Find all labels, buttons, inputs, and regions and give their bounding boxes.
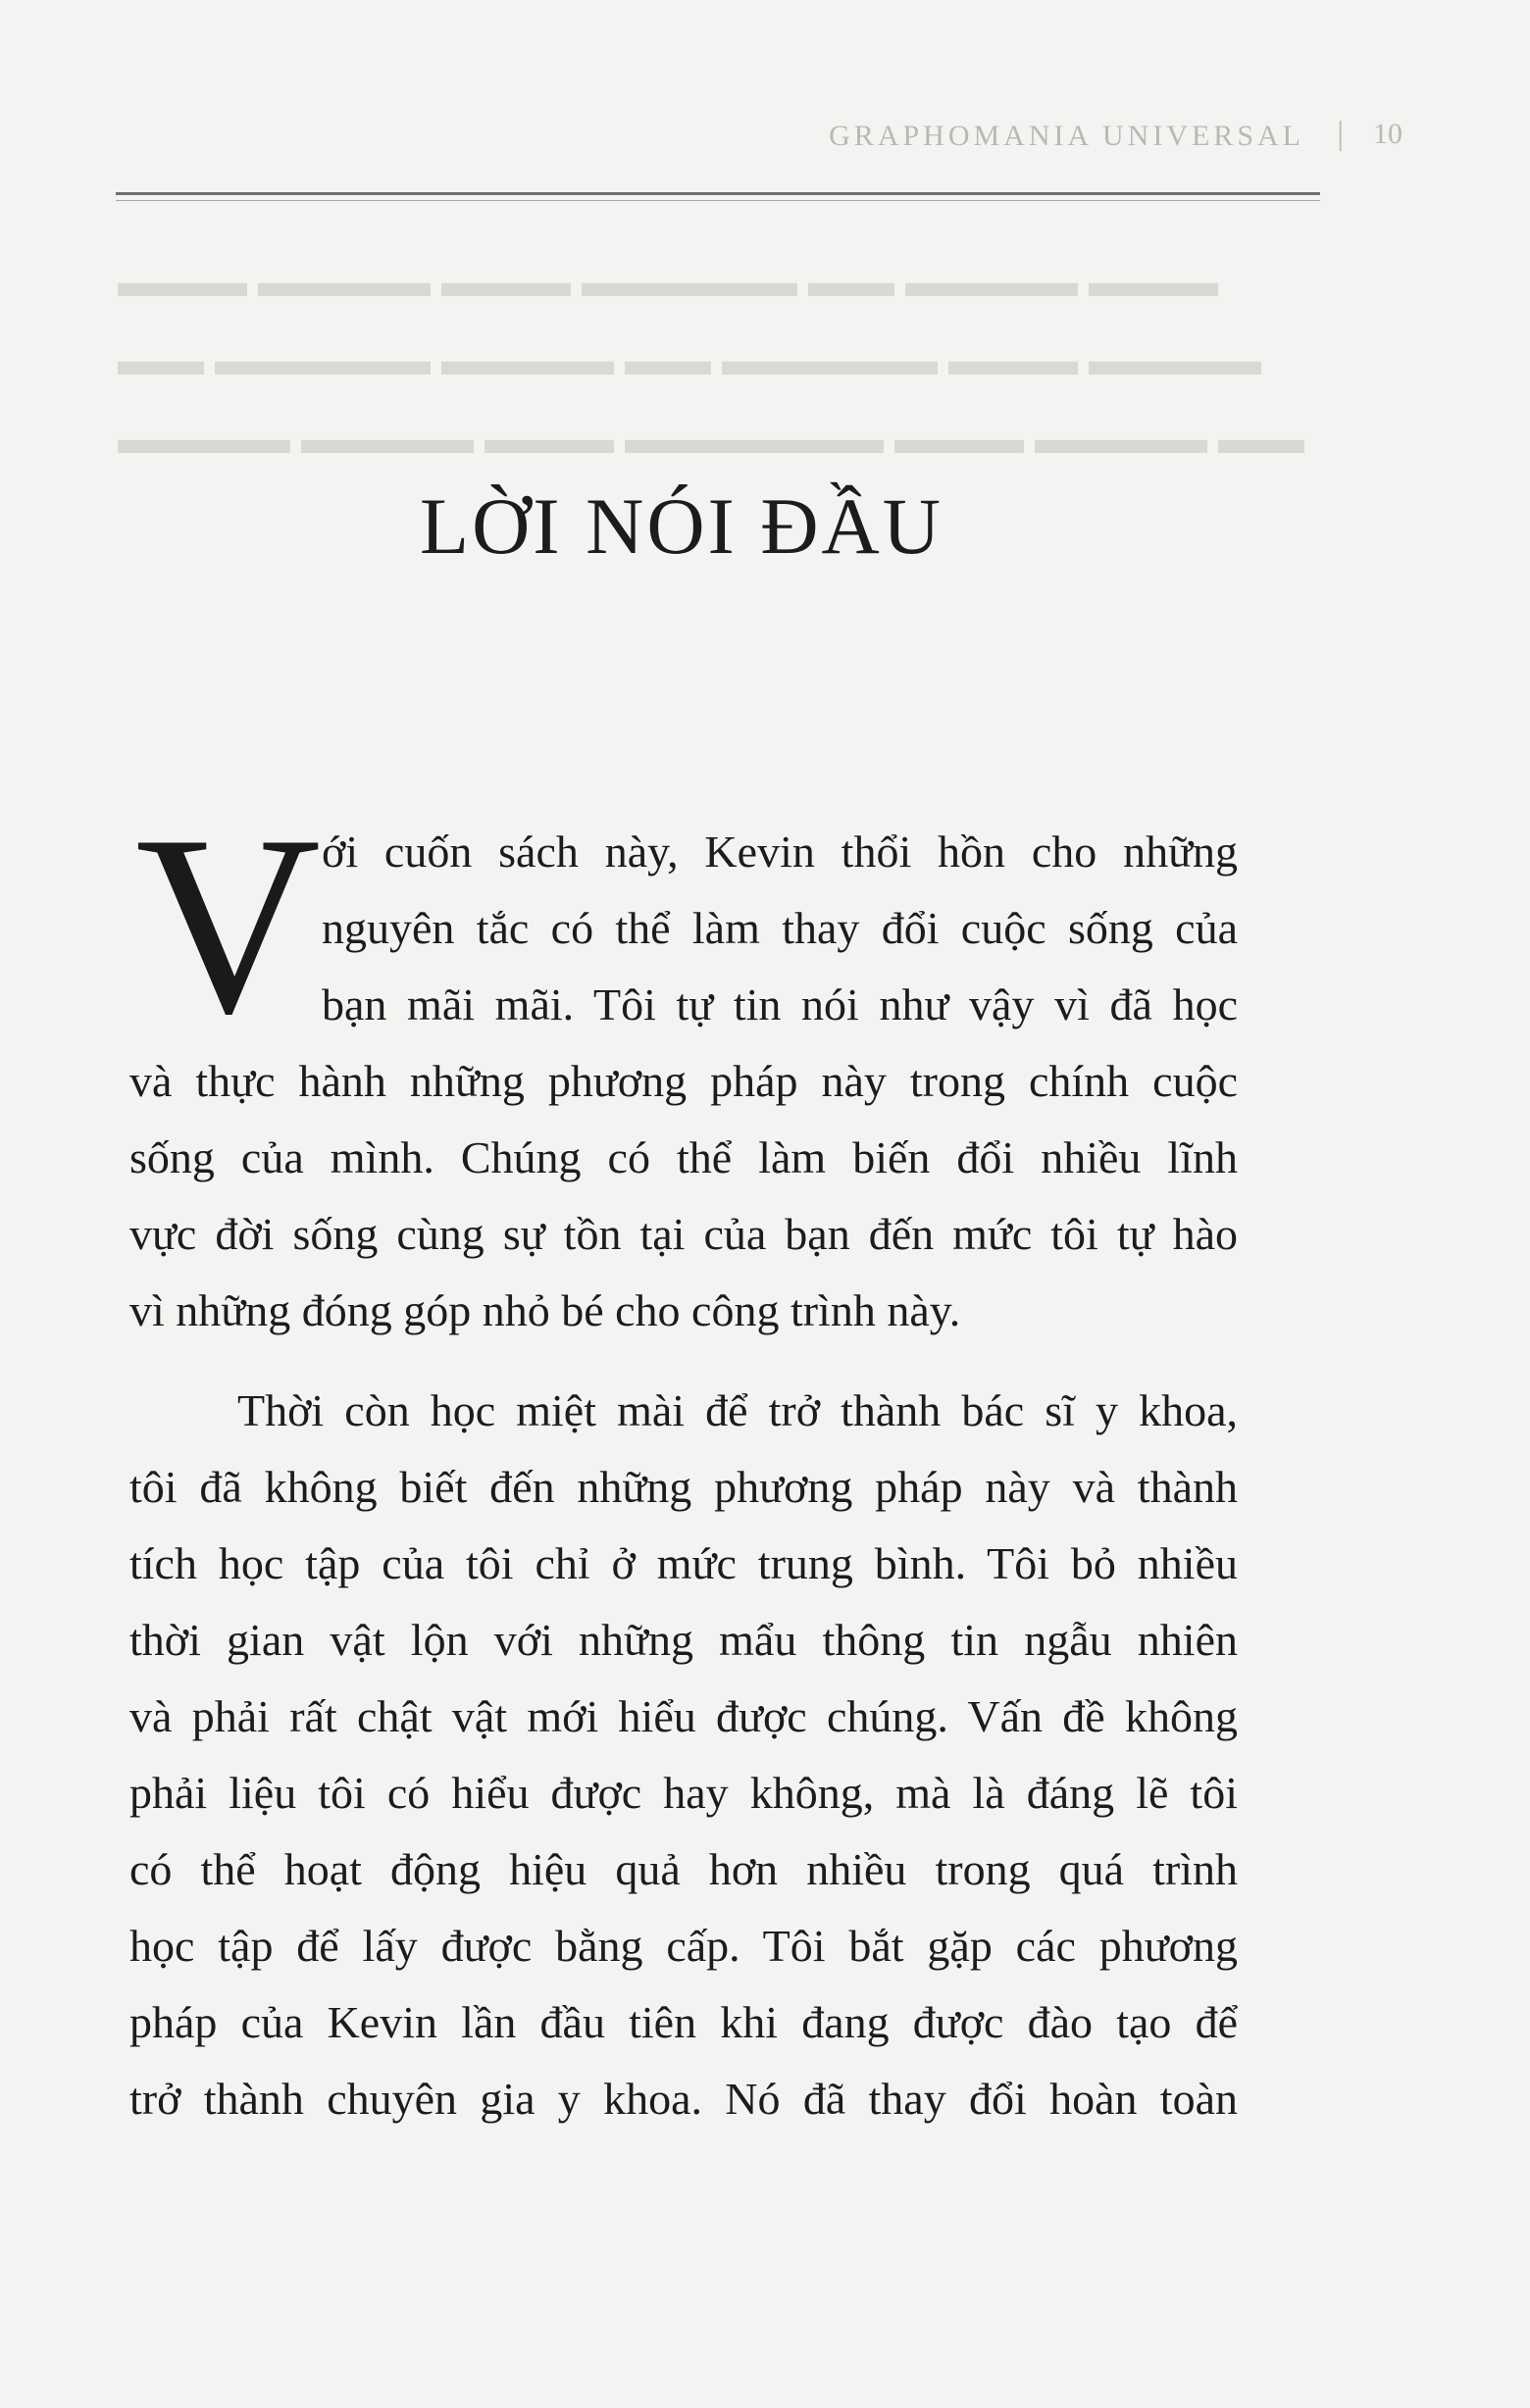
- text-line: bạn mãi mãi. Tôi tự tin nói như vậy vì đã học: [322, 979, 1238, 1029]
- header-divider: |: [1337, 116, 1344, 152]
- drop-cap: V: [135, 782, 322, 1067]
- text-line: có thể hoạt động hiệu quả hơn nhiều trong quá trình: [129, 1844, 1238, 1894]
- text-line: pháp của Kevin lần đầu tiên khi đang được đào tạo để: [129, 1997, 1238, 2047]
- text-line: sống của mình. Chúng có thể làm biến đổi nhiều lĩnh: [129, 1132, 1238, 1182]
- text-line: tích học tập của tôi chỉ ở mức trung bình. Tôi bỏ nhiều: [129, 1538, 1238, 1588]
- text-line: tôi đã không biết đến những phương pháp này và thành: [129, 1462, 1238, 1512]
- text-line: và phải rất chật vật mới hiểu được chúng. Vấn đề không: [129, 1691, 1238, 1741]
- text-line: vực đời sống cùng sự tồn tại của bạn đến mức tôi tự hào: [129, 1209, 1238, 1259]
- text-line: trở thành chuyên gia y khoa. Nó đã thay đổi hoàn toàn: [129, 2074, 1238, 2124]
- text-line: vì những đóng góp nhỏ bé cho công trình này.: [129, 1285, 961, 1335]
- text-line: ới cuốn sách này, Kevin thổi hồn cho những: [322, 827, 1238, 877]
- page-number: 10: [1373, 118, 1402, 150]
- header-rule-thin: [116, 200, 1320, 201]
- text-line: học tập để lấy được bằng cấp. Tôi bắt gặp các phương: [129, 1921, 1238, 1971]
- text-line: thời gian vật lộn với những mẩu thông tin ngẫu nhiên: [129, 1615, 1238, 1665]
- text-line: Thời còn học miệt mài để trở thành bác sĩ y khoa,: [237, 1385, 1238, 1435]
- paragraph-1: [129, 814, 1238, 1349]
- text-line: nguyên tắc có thể làm thay đổi cuộc sống của: [322, 903, 1238, 953]
- header-rule: [116, 192, 1320, 195]
- show-through: ▬▬▬ ▬▬▬▬ ▬▬ ▬▬▬▬▬ ▬▬▬ ▬▬▬▬ ▬▬▬: [118, 258, 1218, 306]
- text-line: phải liệu tôi có hiểu được hay không, mà là đáng lẽ tôi: [129, 1768, 1238, 1818]
- show-through: ▬▬▬▬ ▬▬▬ ▬▬▬▬▬ ▬▬ ▬▬▬▬ ▬▬▬▬▬ ▬▬: [118, 336, 1261, 384]
- show-through: ▬▬ ▬▬▬▬ ▬▬▬ ▬▬▬▬▬▬ ▬▬▬ ▬▬▬▬ ▬▬▬▬: [118, 415, 1304, 463]
- text-line: và thực hành những phương pháp này trong chính cuộc: [129, 1056, 1238, 1106]
- running-title: GRAPHOMANIA UNIVERSAL: [829, 120, 1304, 152]
- paragraph-2: [129, 1373, 1238, 2137]
- chapter-title: LỜI NÓI ĐẦU: [419, 481, 944, 571]
